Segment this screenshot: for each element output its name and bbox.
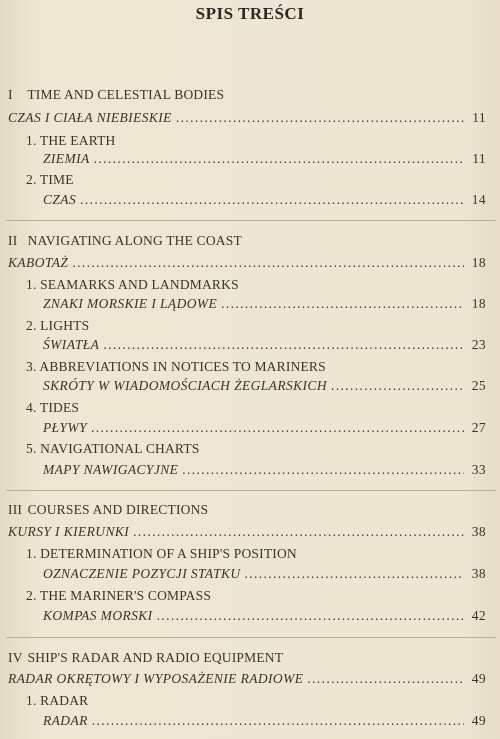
toc-entry[interactable]	[43, 713, 486, 729]
section-heading	[8, 650, 283, 666]
section-divider	[6, 490, 496, 491]
subsection-number: 1.	[26, 546, 37, 561]
toc-entry[interactable]	[43, 296, 486, 312]
section-heading	[8, 233, 242, 249]
toc-entry[interactable]	[43, 337, 486, 353]
subsection-number: 4.	[26, 400, 37, 415]
section-number: III	[8, 502, 23, 517]
subsection-number: 1.	[26, 693, 37, 708]
dot-leader	[176, 110, 464, 126]
subsection-heading	[26, 318, 89, 334]
section-number: IV	[8, 650, 23, 665]
subsection-heading	[26, 588, 211, 604]
page-number: 14	[471, 192, 486, 207]
subsection-title-polish: KOMPAS MORSKI	[43, 608, 153, 623]
section-divider	[6, 637, 496, 638]
subsection-title-polish: MAPY NAWIGACYJNE	[43, 462, 179, 477]
toc-entry[interactable]	[43, 192, 486, 208]
subsection-title: TIDES	[39, 400, 80, 415]
subsection-title-polish: ZIEMIA	[43, 151, 90, 166]
section-divider	[6, 220, 496, 221]
subsection-title: SEAMARKS AND LANDMARKS	[40, 277, 239, 292]
toc-entry[interactable]	[43, 151, 486, 167]
section-title: TIME AND CELESTIAL BODIES	[27, 87, 225, 102]
page-title: SPIS TREŚCI	[195, 4, 305, 23]
page-number: 38	[471, 566, 486, 581]
dot-leader	[133, 524, 464, 540]
subsection-title: RADAR	[40, 693, 89, 708]
subsection-title: LIGHTS	[40, 318, 90, 333]
subsection-title: DETERMINATION OF A SHIP'S POSITION	[40, 546, 297, 561]
section-title-polish: RADAR OKRĘTOWY I WYPOSAŻENIE RADIOWE	[8, 671, 304, 686]
section-heading	[8, 502, 208, 518]
section-title: COURSES AND DIRECTIONS	[27, 502, 209, 517]
toc-entry[interactable]	[43, 608, 486, 624]
section-title-polish: KABOTAŻ	[8, 255, 69, 270]
page-number: 11	[472, 110, 486, 125]
page-number: 18	[471, 296, 486, 311]
subsection-title: ABBREVIATIONS IN NOTICES TO MARINERS	[39, 359, 326, 374]
dot-leader	[245, 566, 464, 582]
toc-entry[interactable]	[8, 524, 486, 540]
dot-leader	[221, 296, 464, 312]
toc-entry[interactable]	[43, 462, 486, 478]
subsection-title-polish: OZNACZENIE POZYCJI STATKU	[43, 566, 241, 581]
page-number: 23	[471, 337, 486, 352]
page-number: 25	[471, 378, 486, 393]
subsection-title-polish: RADAR	[43, 713, 88, 728]
subsection-title-polish: SKRÓTY W WIADOMOŚCIACH ŻEGLARSKICH	[43, 378, 327, 393]
dot-leader	[94, 151, 464, 167]
dot-leader	[103, 337, 464, 353]
subsection-heading	[26, 693, 88, 709]
subsection-title: TIME	[39, 172, 74, 187]
page-number: 27	[471, 420, 486, 435]
section-heading	[8, 87, 224, 103]
toc-entry[interactable]	[43, 420, 486, 436]
page-number: 18	[471, 255, 486, 270]
subsection-heading	[26, 400, 79, 416]
page-number: 11	[472, 151, 486, 166]
subsection-number: 2.	[26, 318, 37, 333]
subsection-title: THE MARINER'S COMPASS	[39, 588, 212, 603]
subsection-title-polish: ZNAKI MORSKIE I LĄDOWE	[43, 296, 218, 311]
subsection-number: 2.	[26, 588, 37, 603]
section-title: SHIP'S RADAR AND RADIO EQUIPMENT	[27, 650, 284, 665]
page-number: 38	[471, 524, 486, 539]
toc-entry[interactable]	[8, 671, 486, 687]
subsection-heading	[26, 359, 326, 375]
page-number: 33	[471, 462, 486, 477]
subsection-number: 2.	[26, 172, 37, 187]
subsection-heading	[26, 133, 115, 149]
dot-leader	[307, 671, 464, 687]
section-title-polish: CZAS I CIAŁA NIEBIESKIE	[8, 110, 172, 125]
toc-entry[interactable]	[43, 566, 486, 582]
section-title-polish: KURSY I KIERUNKI	[8, 524, 130, 539]
subsection-number: 1.	[26, 277, 37, 292]
toc-entry[interactable]	[8, 110, 486, 126]
subsection-heading	[26, 546, 297, 562]
subsection-number: 5.	[26, 441, 37, 456]
section-title: NAVIGATING ALONG THE COAST	[27, 233, 242, 248]
dot-leader	[157, 608, 464, 624]
subsection-title-polish: CZAS	[43, 192, 77, 207]
subsection-number: 1.	[26, 133, 37, 148]
section-number: I	[8, 87, 13, 102]
dot-leader	[92, 713, 464, 729]
dot-leader	[72, 255, 464, 271]
subsection-heading	[26, 277, 239, 293]
page-number: 49	[471, 713, 486, 728]
subsection-title-polish: PŁYWY	[43, 420, 88, 435]
dot-leader	[91, 420, 464, 436]
subsection-heading	[26, 172, 74, 188]
page-number: 42	[471, 608, 486, 623]
page-number: 49	[471, 671, 486, 686]
subsection-heading	[26, 441, 199, 457]
dot-leader	[182, 462, 464, 478]
subsection-title-polish: ŚWIATŁA	[43, 337, 100, 352]
dot-leader	[331, 378, 464, 394]
dot-leader	[80, 192, 464, 208]
subsection-title: NAVIGATIONAL CHARTS	[40, 441, 200, 456]
subsection-title: THE EARTH	[39, 133, 116, 148]
subsection-number: 3.	[26, 359, 37, 374]
toc-entry[interactable]	[8, 255, 486, 271]
section-number: II	[8, 233, 18, 248]
toc-entry[interactable]	[43, 378, 486, 394]
